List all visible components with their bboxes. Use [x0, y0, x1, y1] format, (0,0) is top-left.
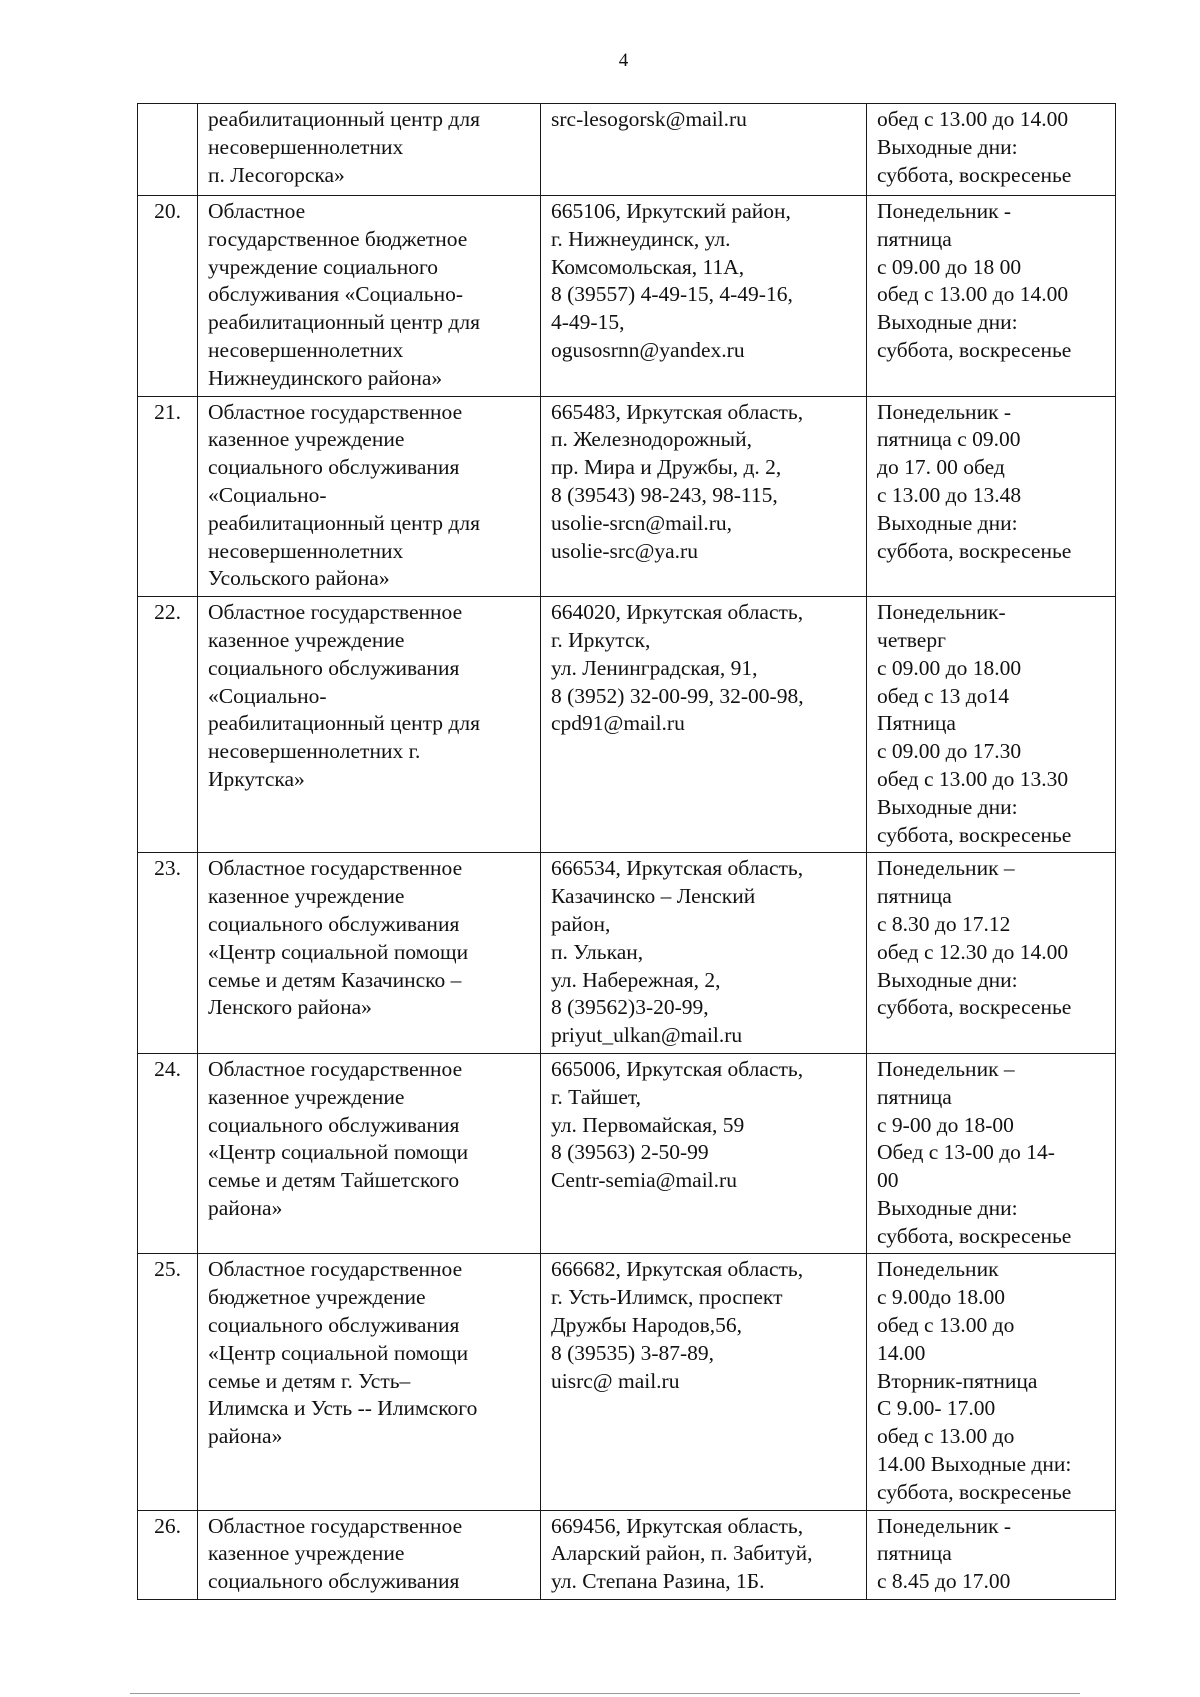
page-bottom-rule — [130, 1693, 1080, 1694]
working-hours: Понедельник - пятница с 8.45 до 17.00 — [867, 1510, 1116, 1599]
institution-address: 669456, Иркутская область, Аларский район, п. Забитуй, ул. Степана Разина, 1Б. — [541, 1510, 867, 1599]
working-hours: Понедельник - пятница с 09.00 до 18 00 обед с 13.00 до 14.00 Выходные дни: суббота, воскресенье — [867, 196, 1116, 397]
working-hours: Понедельник - пятница с 09.00 до 17. 00 обед с 13.00 до 13.48 Выходные дни: суббота, воскресенье — [867, 396, 1116, 597]
working-hours: Понедельник- четверг с 09.00 до 18.00 обед с 13 до14 Пятница с 09.00 до 17.30 обед с 13.00 до 13.30 Выходные дни: суббота, воскресенье — [867, 597, 1116, 853]
table-row — [138, 853, 1116, 1054]
institution-address: 664020, Иркутская область, г. Иркутск, ул. Ленинградская, 91, 8 (3952) 32-00-99, 32-00-98, cpd91@mail.ru — [541, 597, 867, 853]
working-hours: Понедельник – пятница с 8.30 до 17.12 обед с 12.30 до 14.00 Выходные дни: суббота, воскресенье — [867, 853, 1116, 1054]
institution-address: src-lesogorsk@mail.ru — [541, 104, 867, 196]
institutions-table — [137, 103, 1116, 1600]
row-number: 26. — [138, 1510, 198, 1599]
institution-name: Областное государственное бюджетное учреждение социального обслуживания «Центр социальной помощи семье и детям г. Усть– Илимска и Усть -- Илимского района» — [198, 1254, 541, 1510]
row-number: 22. — [138, 597, 198, 853]
institution-address: 665106, Иркутский район, г. Нижнеудинск, ул. Комсомольская, 11А, 8 (39557) 4-49-15, 4-49-16, 4-49-15, ogusosrnn@yandex.ru — [541, 196, 867, 397]
page-number: 4 — [618, 50, 629, 71]
row-number: 21. — [138, 396, 198, 597]
working-hours: Понедельник – пятница с 9-00 до 18-00 Обед с 13-00 до 14- 00 Выходные дни: суббота, воскресенье — [867, 1053, 1116, 1254]
table-row — [138, 1053, 1116, 1254]
institution-address: 666534, Иркутская область, Казачинско – Ленский район, п. Улькан, ул. Набережная, 2, 8 (39562)3-20-99, priyut_ulkan@mail.ru — [541, 853, 867, 1054]
institution-address: 666682, Иркутская область, г. Усть-Илимск, проспект Дружбы Народов,56, 8 (39535) 3-87-89, uisrc@ mail.ru — [541, 1254, 867, 1510]
institution-name: Областное государственное казенное учреждение социального обслуживания «Социально- реабилитационный центр для несовершеннолетних г. Иркутска» — [198, 597, 541, 853]
row-number: 24. — [138, 1053, 198, 1254]
table-row — [138, 597, 1116, 853]
working-hours: обед с 13.00 до 14.00 Выходные дни: суббота, воскресенье — [867, 104, 1116, 196]
table-row — [138, 104, 1116, 196]
row-number: 20. — [138, 196, 198, 397]
table-row — [138, 196, 1116, 397]
table-row — [138, 1510, 1116, 1599]
institution-address: 665483, Иркутская область, п. Железнодорожный, пр. Мира и Дружбы, д. 2, 8 (39543) 98-243, 98-115, usolie-srcn@mail.ru, usolie-src@ya.ru — [541, 396, 867, 597]
institution-name: Областное государственное казенное учреждение социального обслуживания — [198, 1510, 541, 1599]
row-number: 23. — [138, 853, 198, 1054]
table-row — [138, 1254, 1116, 1510]
table-row — [138, 396, 1116, 597]
row-number: 25. — [138, 1254, 198, 1510]
institution-name: Областное государственное казенное учреждение социального обслуживания «Центр социальной помощи семье и детям Тайшетского района» — [198, 1053, 541, 1254]
working-hours: Понедельник с 9.00до 18.00 обед с 13.00 до 14.00 Вторник-пятница С 9.00- 17.00 обед с 13.00 до 14.00 Выходные дни: суббота, воскресенье — [867, 1254, 1116, 1510]
row-number — [138, 104, 198, 196]
institution-name: Областное государственное казенное учреждение социального обслуживания «Социально- реабилитационный центр для несовершеннолетних Усольского района» — [198, 396, 541, 597]
institution-name: Областное государственное бюджетное учреждение социального обслуживания «Социально- реабилитационный центр для несовершеннолетних Нижнеудинского района» — [198, 196, 541, 397]
institution-name: реабилитационный центр для несовершеннолетних п. Лесогорска» — [198, 104, 541, 196]
institution-address: 665006, Иркутская область, г. Тайшет, ул. Первомайская, 59 8 (39563) 2-50-99 Centr-semia@mail.ru — [541, 1053, 867, 1254]
institution-name: Областное государственное казенное учреждение социального обслуживания «Центр социальной помощи семье и детям Казачинско – Ленского района» — [198, 853, 541, 1054]
